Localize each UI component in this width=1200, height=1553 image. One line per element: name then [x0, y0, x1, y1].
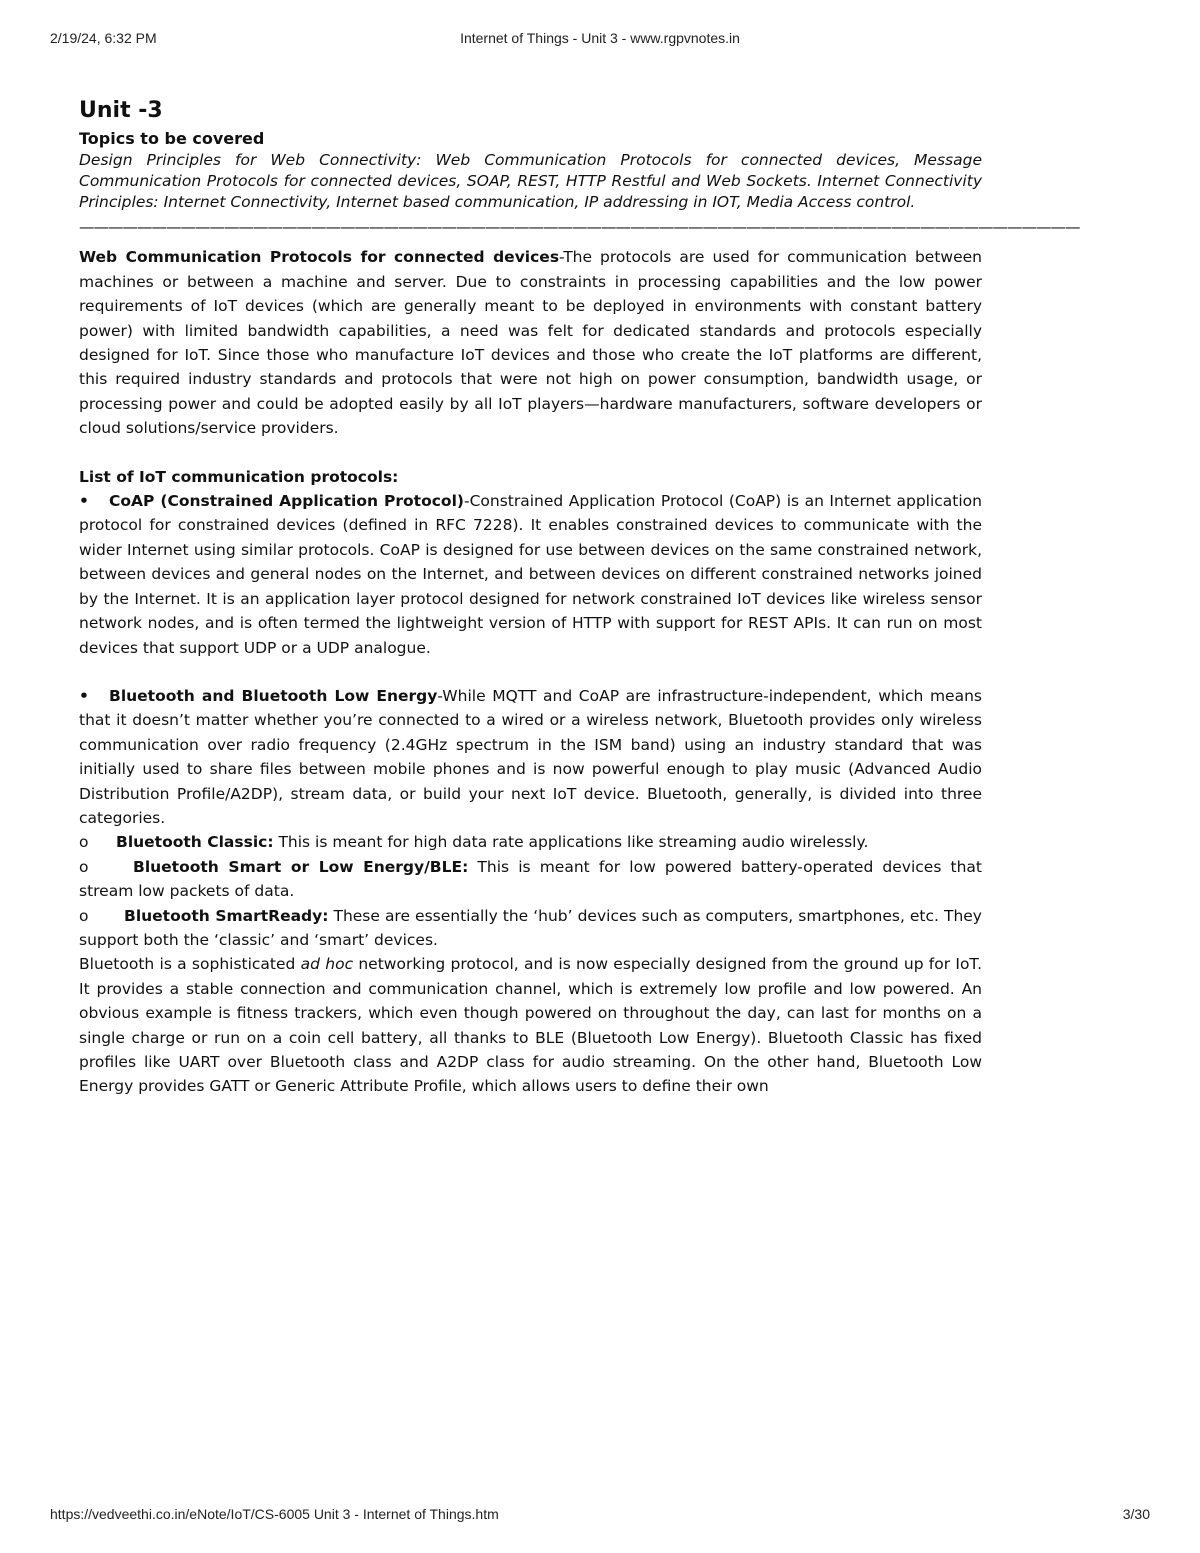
coap-heading: CoAP (Constrained Application Protocol) — [109, 492, 464, 511]
page-number: 3/30 — [1122, 1506, 1150, 1522]
print-footer — [0, 1506, 1200, 1526]
closing-text-start: Bluetooth is a sophisticated — [79, 955, 301, 974]
unit-title: Unit -3 — [79, 98, 163, 123]
circle-bullet-icon: o — [79, 833, 89, 852]
closing-text-end: networking protocol, and is now especially designed from the ground up for IoT. It provides a stable connection and communication channel, which is extremely low profile and low powered. An obvious example is fitness trackers, which even though powered on throughout the day, can last for months on a single charge or run on a coin cell battery, all thanks to BLE (Bluetooth Low Energy). Bluetooth Classic has fixed profiles like UART over Bluetooth class and A2DP class for audio streaming. On the other hand, Bluetooth Low Energy provides GATT or Generic Attribute Profile, which allows users to define their own — [79, 955, 982, 1096]
bluetooth-heading: Bluetooth and Bluetooth Low Energy — [109, 686, 438, 705]
circle-bullet-icon: o — [79, 906, 89, 925]
sub-item-label: Bluetooth SmartReady: — [124, 906, 329, 925]
bullet-icon: • — [79, 686, 89, 705]
print-header — [0, 30, 1200, 50]
coap-text: -Constrained Application Protocol (CoAP) is an Internet application protocol for constrained devices (defined in RFC 7228). It enables constrained devices to communicate with the wider Internet using similar protocols. CoAP is designed for use between devices on the same constrained network, between devices and general nodes on the Internet, and between devices on different constrained networks joined by the Internet. It is an application layer protocol designed for network constrained IoT devices like wireless sensor network nodes, and is often termed the lightweight version of HTTP with support for REST APIs. It can run on most devices that support UDP or a UDP analogue. — [79, 492, 982, 657]
sub-item-text: This is meant for low powered battery-operated devices that stream low packets of data. — [79, 857, 983, 901]
separator-rule: ————————————————————————————————————————————————————————————————————— — [79, 218, 1080, 236]
topics-heading: Topics to be covered — [79, 129, 265, 148]
source-url: https://vedveethi.co.in/eNote/IoT/CS-6005 Unit 3 - Internet of Things.htm — [50, 1506, 499, 1522]
sub-item-text: These are essentially the ‘hub’ devices such as computers, smartphones, etc. They support both the ‘classic’ and ‘smart’ devices. — [79, 906, 982, 949]
bullet-icon: • — [79, 492, 89, 511]
closing-italic-term: ad hoc — [300, 955, 354, 974]
sub-item-bluetooth-classic — [79, 830, 982, 854]
bluetooth-closing-paragraph — [79, 952, 982, 1098]
sub-item-bluetooth-smartready — [79, 904, 982, 953]
list-item-coap — [79, 489, 982, 660]
sub-item-label: Bluetooth Smart or Low Energy/BLE: — [133, 857, 469, 876]
topics-text: Design Principles for Web Connectivity: Web Communication Protocols for connected devices, Message Communication Protocols for connected devices, SOAP, REST, HTTP Restful and Web Sockets. Internet Connectivity Principles: Internet Connectivity, Internet based communication, IP addressing in IOT, Media Access control. — [79, 151, 982, 211]
sub-item-label: Bluetooth Classic: — [116, 833, 274, 852]
sub-item-bluetooth-smart — [79, 855, 982, 904]
print-datetime: 2/19/24, 6:32 PM — [50, 30, 157, 46]
document-body — [79, 96, 1080, 1099]
list-item-bluetooth — [79, 684, 982, 830]
circle-bullet-icon: o — [79, 857, 89, 876]
bluetooth-text: -While MQTT and CoAP are infrastructure-independent, which means that it doesn’t matter whether you’re connected to a wired or a wireless network, Bluetooth provides only wireless communication over radio frequency (2.4GHz spectrum in the ISM band) using an industry standard that was initially used to share files between mobile phones and is now powerful enough to play music (Advanced Audio Distribution Profile/A2DP), stream data, or build your next IoT device. Bluetooth, generally, is divided into three categories. — [79, 686, 982, 827]
web-protocols-paragraph — [79, 245, 982, 440]
sub-item-text: This is meant for high data rate applications like streaming audio wirelessly. — [273, 833, 869, 852]
print-page-title: Internet of Things - Unit 3 - www.rgpvnotes.in — [460, 30, 740, 46]
protocol-list-heading: List of IoT communication protocols: — [79, 467, 399, 486]
web-protocols-text: -The protocols are used for communication between machines or between a machine and server. Due to constraints in processing capabilities and the low power requirements of IoT devices (which are generally meant to be deployed in environments with constant battery power) with limited bandwidth capabilities, a need was felt for dedicated standards and protocols especially designed for IoT. Since those who manufacture IoT devices and those who create the IoT platforms are different, this required industry standards and protocols that were not high on power consumption, bandwidth usage, or processing power and could be adopted easily by all IoT players—hardware manufacturers, software developers or cloud solutions/service providers. — [79, 248, 982, 438]
web-protocols-heading: Web Communication Protocols for connected devices — [79, 248, 560, 267]
